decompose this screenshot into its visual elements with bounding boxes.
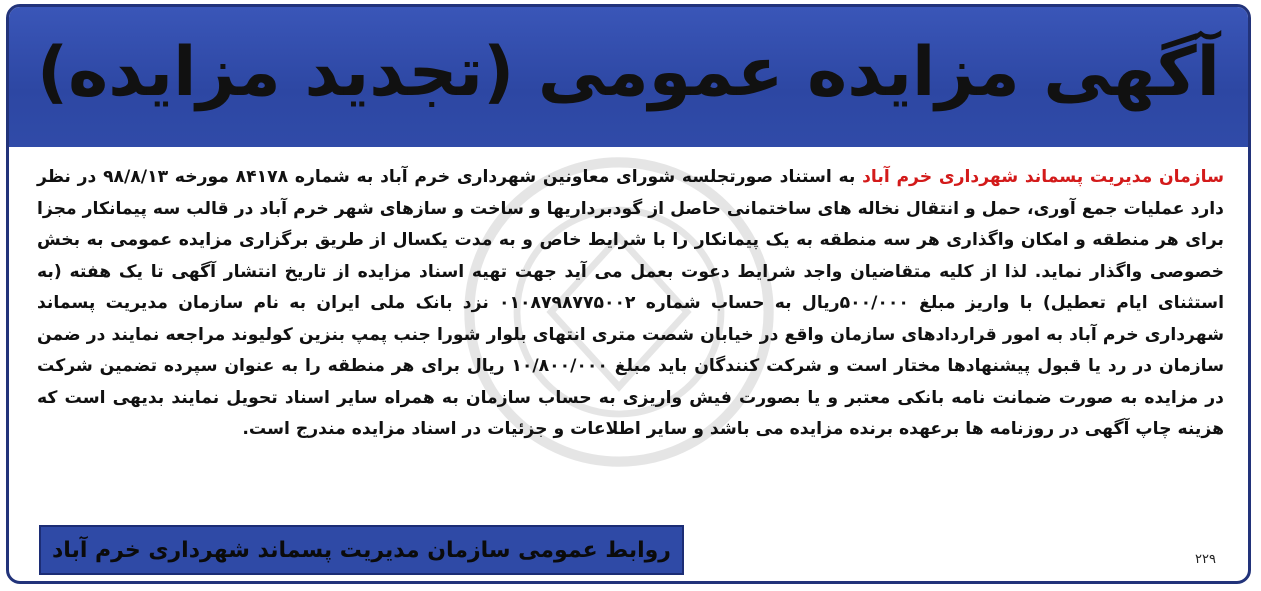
header-band: [9, 7, 1248, 147]
footer-signature-box: [39, 525, 684, 575]
footer-signature: روابط عمومی سازمان مدیریت پسماند شهرداری خرم آباد: [52, 537, 671, 563]
ad-title: آگهی مزایده عمومی (تجدید مزایده): [37, 33, 1220, 112]
ad-code: ۲۲۹: [1195, 552, 1216, 567]
ad-body-text: [37, 162, 1224, 446]
ad-frame: [6, 4, 1251, 584]
ad-body-content: به استناد صورتجلسه شورای معاونین شهرداری خرم آباد به شماره ۸۴۱۷۸ مورخه ۹۸/۸/۱۳ در نظر دارد عملیات جمع آوری، حمل و انتقال نخاله های ساختمانی حاصل از گودبرداریها و ساخت و سازهای شهر خرم آباد در قالب سه پیمانکار مجزا برای هر منطقه و امکان واگذاری هر سه منطقه به یک پیمانکار را با شرایط خاص و به مدت یکسال از طریق برگزاری مزایده عمومی به بخش خصوصی واگذار نماید. لذا از کلیه متقاضیان واجد شرایط دعوت بعمل می آید جهت تهیه اسناد مزایده از تاریخ انتشار آگهی تا یک هفته (به استثنای ایام تعطیل) با واریز مبلغ ۵۰۰/۰۰۰ریال به حساب شماره ۰۱۰۸۷۹۸۷۷۵۰۰۲ نزد بانک ملی ایران به نام سازمان مدیریت پسماند شهرداری خرم آباد به امور قراردادهای سازمان واقع در خیابان شصت متری انتهای بلوار شورا جنب پمپ بنزین کولیوند مراجعه نمایند در ضمن سازمان در رد یا قبول پیشنهادها مختار است و شرکت کنندگان باید مبلغ ۱۰/۸۰۰/۰۰۰ ریال برای هر منطقه را به عنوان سپرده تضمین شرکت در مزایده به صورت ضمانت نامه بانکی معتبر و یا بصورت فیش واریزی به حساب سازمان به همراه سایر اسناد تحویل نمایند بدیهی است که هزینه چاپ آگهی در روزنامه ها برعهده برنده مزایده می باشد و سایر اطلاعات و جزئیات در اسناد مزایده مندرج است.: [37, 167, 1224, 439]
ad-body: [19, 152, 1238, 512]
organization-name: سازمان مدیریت پسماند شهرداری خرم آباد: [862, 167, 1224, 187]
